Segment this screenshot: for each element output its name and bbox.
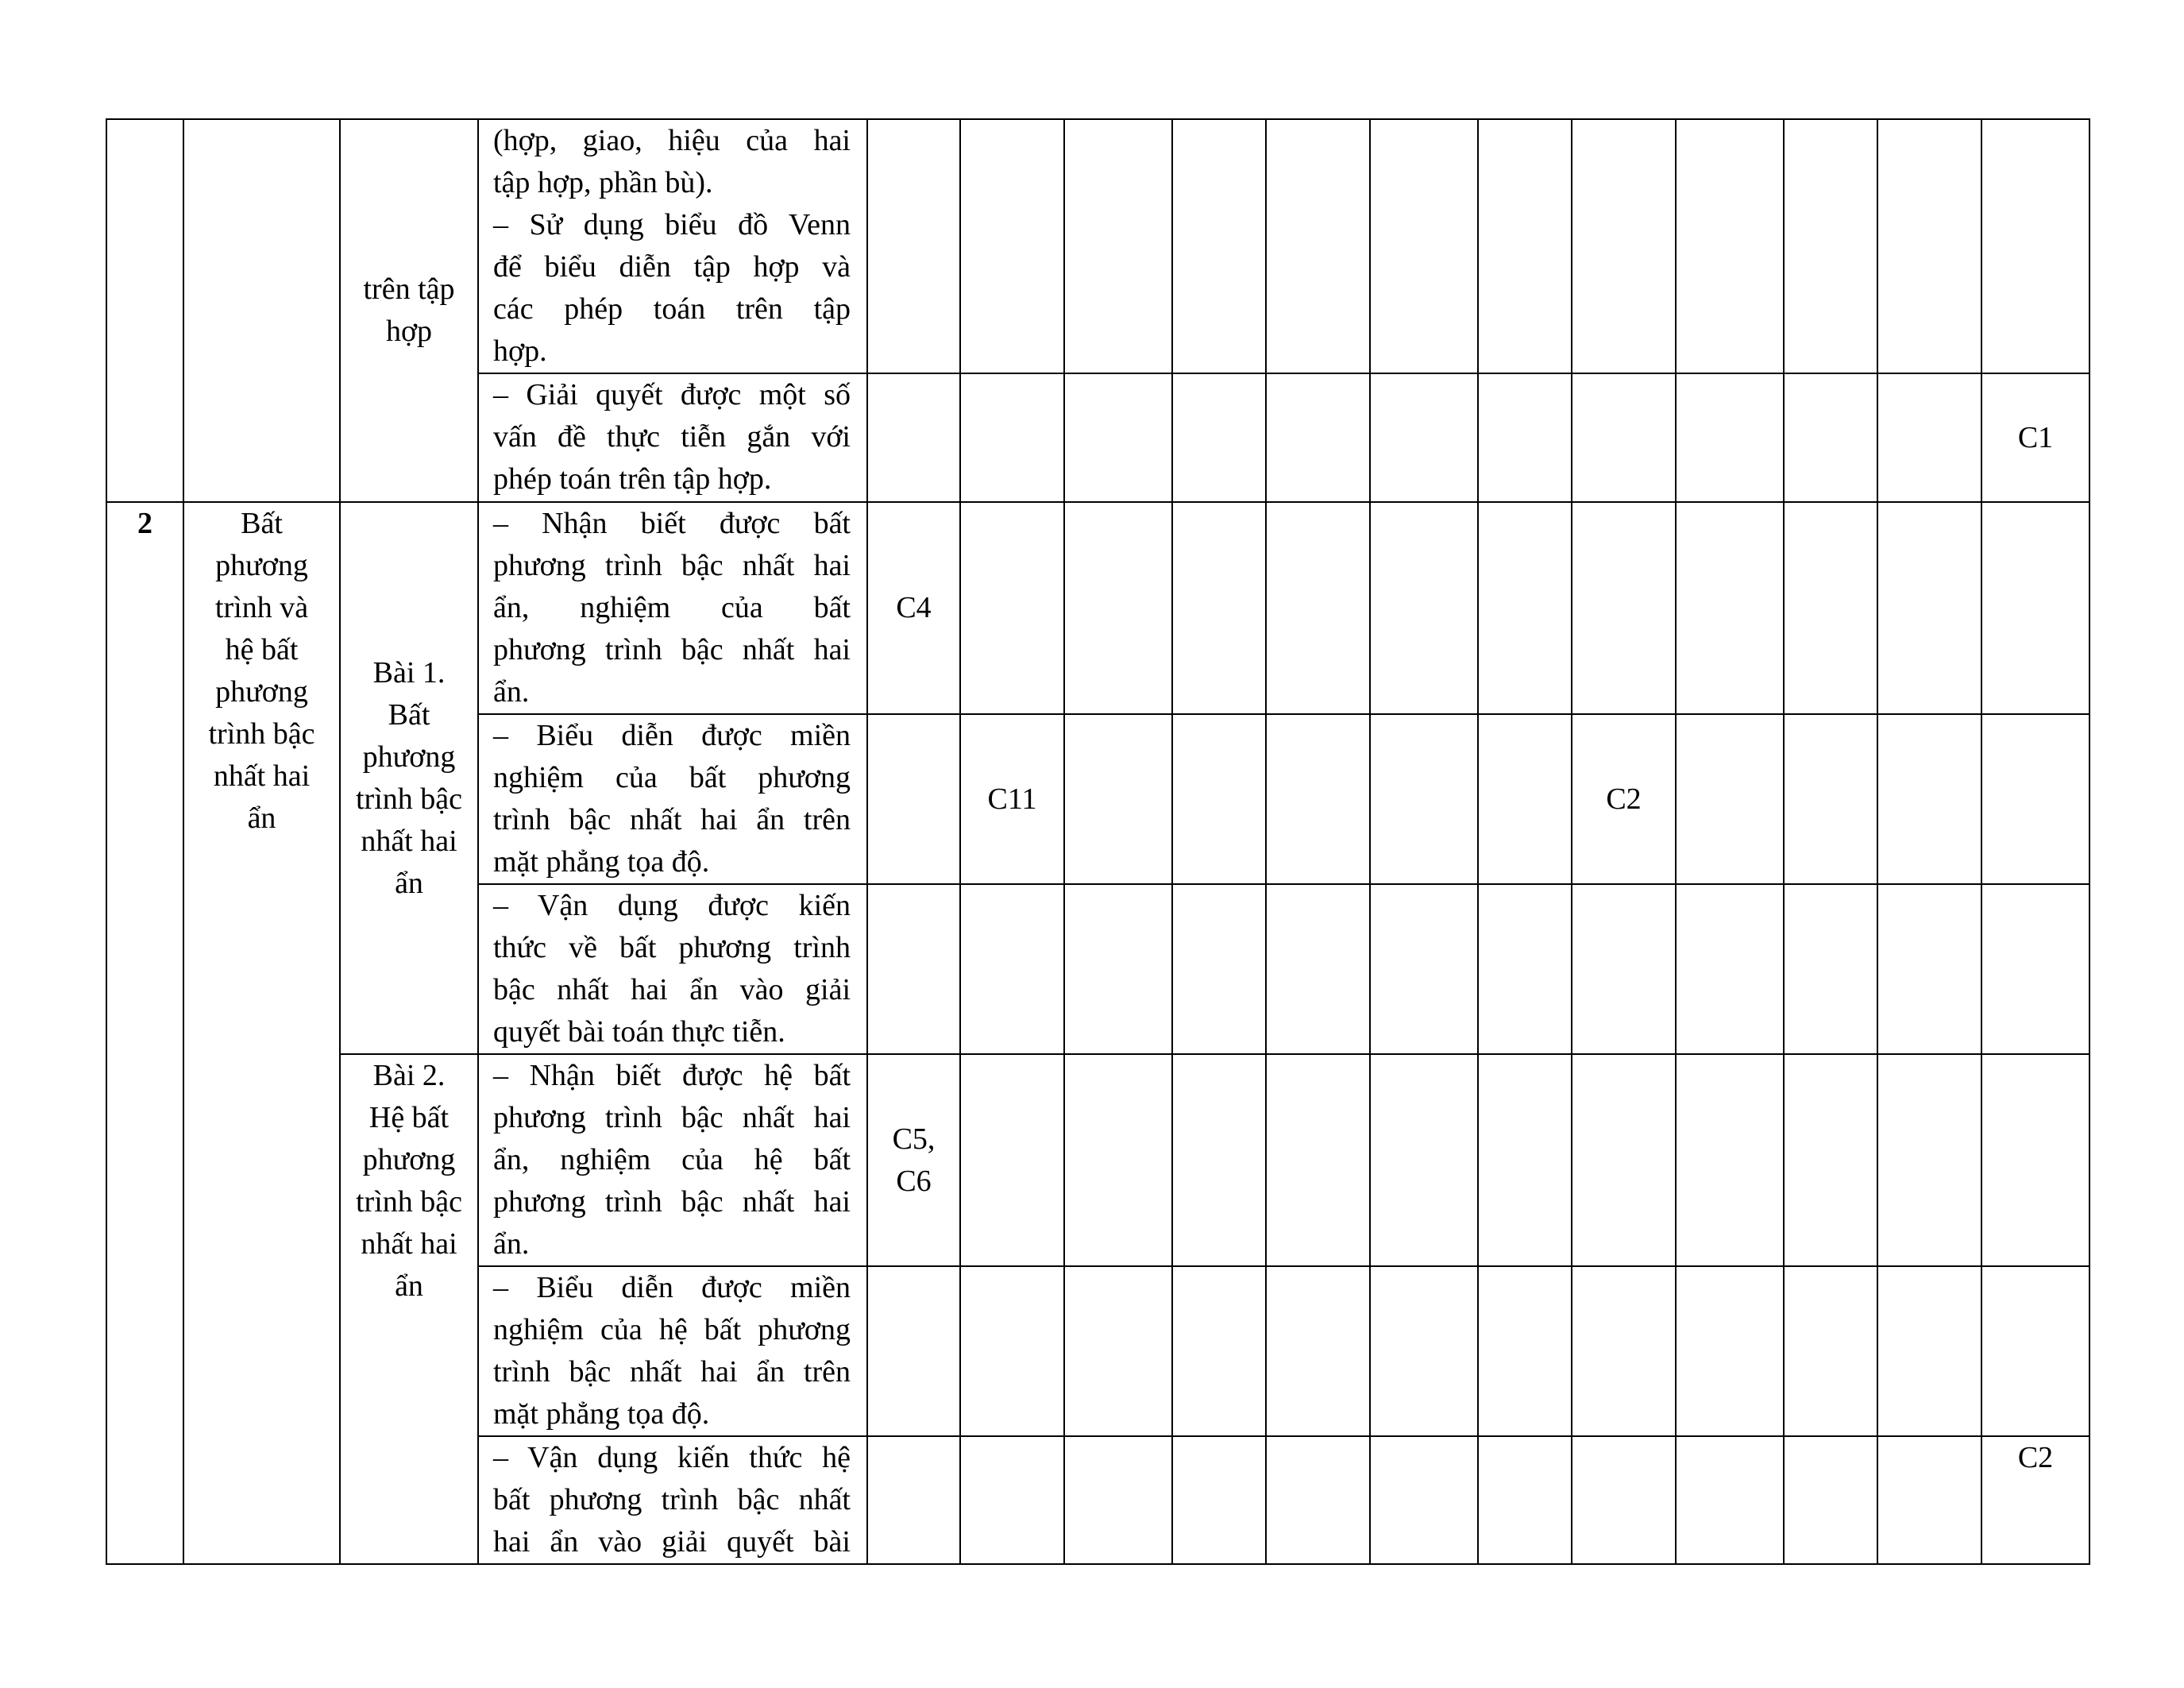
mark-cell (1266, 502, 1370, 714)
requirement-line: – Biểu diễn được miền (493, 1271, 851, 1304)
mark-cell (1478, 373, 1572, 502)
requirement-line: ẩn. (493, 675, 530, 709)
mark-cell (1877, 714, 1981, 884)
mark-cell (1981, 1266, 2089, 1436)
requirement-line: mặt phẳng tọa độ. (493, 845, 710, 879)
requirement-line: quyết bài toán thực tiễn. (493, 1015, 785, 1049)
mark-cell (1370, 1266, 1478, 1436)
requirement-cell (478, 502, 867, 714)
chapter-title-cell (183, 502, 340, 1564)
mark-cell (1478, 884, 1572, 1054)
requirement-line: hợp. (493, 334, 547, 368)
requirement-line: ẩn. (493, 1227, 530, 1261)
requirement-cell (478, 1266, 867, 1436)
mark-cell (1877, 884, 1981, 1054)
requirement-line: – Vận dụng được kiến (493, 889, 851, 922)
question-mark-label: C6 (896, 1164, 932, 1198)
requirement-cell (478, 884, 867, 1054)
mark-cell (1784, 884, 1877, 1054)
mark-cell (960, 119, 1064, 373)
mark-cell (1064, 714, 1172, 884)
mark-cell (1370, 373, 1478, 502)
mark-cell (1784, 1436, 1877, 1564)
chapter-number-cell (106, 119, 183, 502)
requirement-line: – Nhận biết được bất (493, 507, 851, 540)
requirement-line: phương trình bậc nhất hai (493, 633, 851, 666)
mark-cell (1572, 1266, 1676, 1436)
mark-cell (1172, 1436, 1266, 1564)
mark-cell (1784, 1266, 1877, 1436)
question-mark-label: C4 (896, 591, 932, 624)
mark-cell (1478, 119, 1572, 373)
mark-cell (1981, 1436, 2089, 1564)
mark-cell (1981, 119, 2089, 373)
mark-cell (1172, 1266, 1266, 1436)
mark-cell (1784, 714, 1877, 884)
mark-cell (1064, 1266, 1172, 1436)
chapter-title-cell (183, 119, 340, 502)
mark-cell (1478, 502, 1572, 714)
requirement-line: trình bậc nhất hai ẩn trên (493, 803, 851, 836)
mark-cell (1981, 502, 2089, 714)
requirement-line: – Vận dụng kiến thức hệ (493, 1441, 851, 1474)
mark-cell (1572, 714, 1676, 884)
mark-cell (1676, 373, 1784, 502)
requirement-cell (478, 119, 867, 373)
mark-cell (1370, 1436, 1478, 1564)
question-mark-label: C2 (1606, 782, 1642, 816)
requirement-cell (478, 1054, 867, 1266)
mark-cell (1676, 1266, 1784, 1436)
mark-cell (1877, 502, 1981, 714)
mark-cell (960, 714, 1064, 884)
mark-cell (1370, 502, 1478, 714)
mark-cell (960, 1054, 1064, 1266)
requirement-line: phép toán trên tập hợp. (493, 462, 772, 496)
mark-cell (1572, 119, 1676, 373)
requirement-line: trình bậc nhất hai ẩn trên (493, 1355, 851, 1389)
mark-cell (1572, 1436, 1676, 1564)
mark-cell (1064, 119, 1172, 373)
requirement-line: ẩn, nghiệm của hệ bất (493, 1143, 851, 1176)
mark-cell (1877, 1054, 1981, 1266)
question-mark-label: C5, (892, 1122, 936, 1156)
mark-cell (867, 1266, 960, 1436)
mark-cell (1172, 884, 1266, 1054)
requirement-line: (hợp, giao, hiệu của hai (493, 124, 851, 157)
lesson-cell (340, 502, 478, 1054)
mark-cell (1266, 884, 1370, 1054)
requirement-line: nghiệm của hệ bất phương (493, 1313, 851, 1346)
question-mark-label: C1 (2017, 420, 2054, 454)
requirement-line: mặt phẳng tọa độ. (493, 1397, 710, 1431)
mark-cell (960, 1436, 1064, 1564)
mark-cell (1172, 373, 1266, 502)
mark-cell (1572, 502, 1676, 714)
mark-cell (1877, 373, 1981, 502)
mark-cell (1266, 1266, 1370, 1436)
mark-cell (1981, 1054, 2089, 1266)
chapter-number-cell (106, 502, 183, 1564)
mark-cell (1981, 714, 2089, 884)
requirement-line: phương trình bậc nhất hai (493, 1185, 851, 1219)
mark-cell (960, 1266, 1064, 1436)
mark-cell (1572, 884, 1676, 1054)
mark-cell (1266, 1054, 1370, 1266)
chapter-title: Bất phương trình và hệ bất phương trình bậc nhất hai ẩn (208, 507, 315, 835)
requirement-line: – Giải quyết được một số (493, 378, 851, 411)
requirement-line: bậc nhất hai ẩn vào giải (493, 973, 851, 1006)
mark-cell (867, 884, 960, 1054)
requirement-cell (478, 373, 867, 502)
mark-cell (1981, 373, 2089, 502)
requirement-line: phương trình bậc nhất hai (493, 1101, 851, 1134)
requirement-line: ẩn, nghiệm của bất (493, 591, 851, 624)
mark-cell (1370, 119, 1478, 373)
mark-cell (960, 373, 1064, 502)
mark-cell (1877, 1436, 1981, 1564)
mark-cell (1784, 1054, 1877, 1266)
requirement-line: để biểu diễn tập hợp và (493, 250, 851, 284)
mark-cell (1784, 373, 1877, 502)
question-mark-label: C11 (987, 782, 1037, 816)
mark-cell (1676, 714, 1784, 884)
requirement-line: – Nhận biết được hệ bất (493, 1059, 851, 1092)
mark-cell (1572, 1054, 1676, 1266)
mark-cell (1172, 119, 1266, 373)
mark-cell (1064, 373, 1172, 502)
mark-cell (1877, 119, 1981, 373)
lesson-title: Bài 1. Bất phương trình bậc nhất hai ẩn (355, 655, 462, 900)
mark-cell (960, 502, 1064, 714)
lesson-title: trên tập hợp (363, 272, 455, 348)
mark-cell (1784, 119, 1877, 373)
mark-cell (1676, 1054, 1784, 1266)
lesson-cell (340, 1054, 478, 1564)
requirement-line: – Biểu diễn được miền (493, 719, 851, 752)
table-row (106, 119, 2089, 373)
mark-cell (1478, 1054, 1572, 1266)
requirement-cell (478, 1436, 867, 1564)
mark-cell (1266, 373, 1370, 502)
mark-cell (1370, 714, 1478, 884)
mark-cell (1064, 502, 1172, 714)
mark-cell (867, 1054, 960, 1266)
mark-cell (1064, 1054, 1172, 1266)
mark-cell (867, 714, 960, 884)
mark-cell (1877, 1266, 1981, 1436)
requirement-line: nghiệm của bất phương (493, 761, 851, 794)
mark-cell (1172, 502, 1266, 714)
mark-cell (1266, 119, 1370, 373)
mark-cell (1266, 1436, 1370, 1564)
mark-cell (1676, 502, 1784, 714)
assessment-matrix-table (106, 118, 2090, 1565)
mark-cell (1478, 714, 1572, 884)
mark-cell (1370, 1054, 1478, 1266)
requirement-line: hai ẩn vào giải quyết bài (493, 1525, 851, 1559)
mark-cell (867, 119, 960, 373)
mark-cell (867, 502, 960, 714)
mark-cell (1064, 1436, 1172, 1564)
mark-cell (1172, 1054, 1266, 1266)
mark-cell (960, 884, 1064, 1054)
mark-cell (1478, 1436, 1572, 1564)
mark-cell (867, 373, 960, 502)
requirement-cell (478, 714, 867, 884)
requirement-line: – Sử dụng biểu đồ Venn (493, 208, 851, 241)
requirement-line: thức về bất phương trình (493, 931, 851, 964)
mark-cell (1266, 714, 1370, 884)
mark-cell (1064, 884, 1172, 1054)
mark-cell (1572, 373, 1676, 502)
chapter-number: 2 (137, 507, 152, 540)
requirement-line: phương trình bậc nhất hai (493, 549, 851, 582)
requirement-line: các phép toán trên tập (493, 292, 851, 326)
mark-cell (1676, 884, 1784, 1054)
requirement-line: tập hợp, phần bù). (493, 166, 713, 199)
lesson-cell (340, 119, 478, 502)
mark-cell (1676, 119, 1784, 373)
mark-cell (867, 1436, 960, 1564)
mark-cell (1370, 884, 1478, 1054)
requirement-line: bất phương trình bậc nhất (493, 1483, 851, 1516)
question-mark-label: C2 (2017, 1441, 2054, 1474)
mark-cell (1172, 714, 1266, 884)
mark-cell (1784, 502, 1877, 714)
requirement-line: vấn đề thực tiễn gắn với (493, 420, 851, 454)
lesson-title: Bài 2. Hệ bất phương trình bậc nhất hai ẩn (355, 1059, 462, 1303)
mark-cell (1478, 1266, 1572, 1436)
table-row (106, 1054, 2089, 1266)
table-row (106, 502, 2089, 714)
mark-cell (1981, 884, 2089, 1054)
mark-cell (1676, 1436, 1784, 1564)
